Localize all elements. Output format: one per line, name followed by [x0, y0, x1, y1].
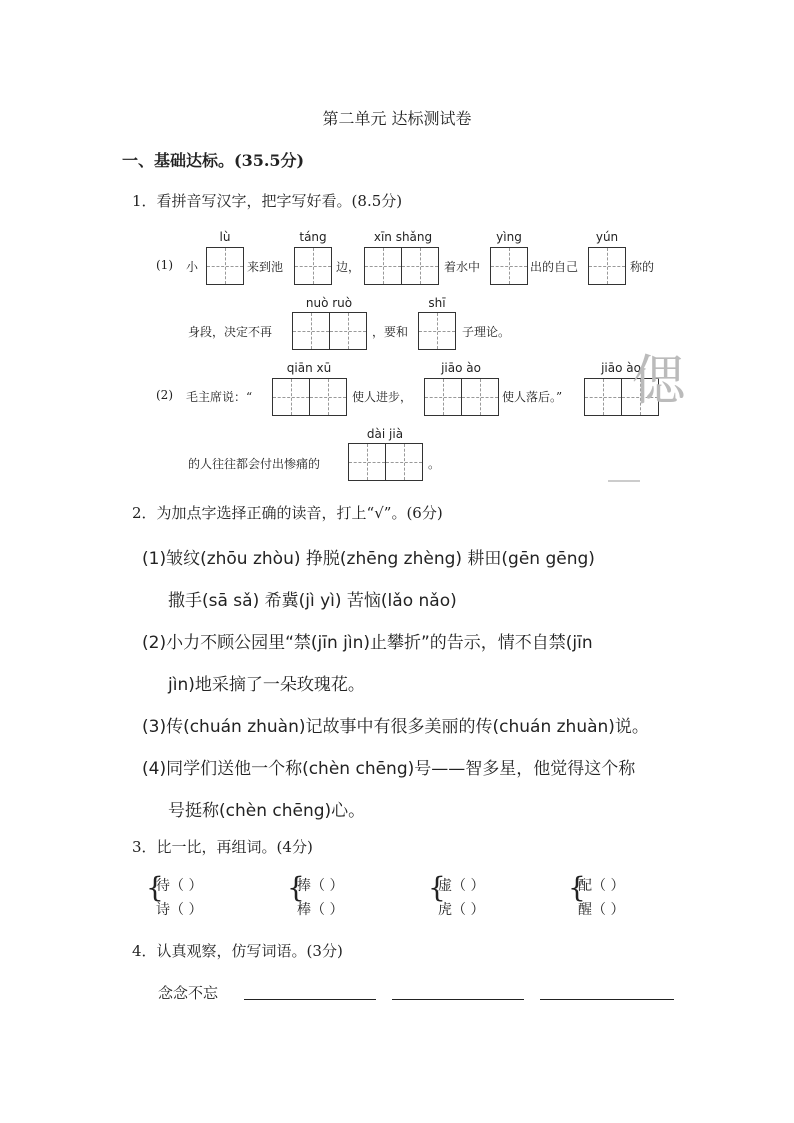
- writing-box[interactable]: [490, 247, 528, 285]
- pinyin-label: jiāo ào: [441, 361, 481, 375]
- answer-blank[interactable]: [244, 999, 376, 1000]
- q1-text: ，要和: [372, 325, 409, 339]
- brace: {: [146, 871, 164, 904]
- q1-text: 边，: [336, 260, 361, 274]
- decorative-line: [608, 480, 640, 482]
- brace: {: [287, 871, 305, 904]
- q1-text: 的人往往都会付出惨痛的: [188, 457, 321, 471]
- pinyin-label: táng: [299, 230, 327, 244]
- pinyin-label: xīn shǎng: [373, 230, 433, 244]
- pair-top[interactable]: 配（ ）: [578, 878, 625, 894]
- question-3-heading: 3．比一比，再组词。(4分): [132, 838, 313, 856]
- page-title: 第二单元 达标测试卷: [322, 109, 472, 128]
- q1-part1-label: (1): [156, 258, 173, 272]
- writing-box[interactable]: [588, 247, 626, 285]
- q1-text: 子理论。: [462, 325, 511, 339]
- q2-line: (3)传(chuán zhuàn)记故事中有很多美丽的传(chuán zhuàn)说。: [142, 717, 649, 737]
- q2-line: 号挺称(chèn chēng)心。: [168, 801, 366, 821]
- pair-bottom[interactable]: 棒（ ）: [297, 902, 344, 918]
- brace: {: [568, 871, 586, 904]
- watermark: 偲: [632, 349, 686, 412]
- word-pair: [578, 874, 624, 922]
- pair-bottom[interactable]: 诗（ ）: [156, 902, 203, 918]
- q1-text: 。: [428, 457, 441, 471]
- pinyin-label: lù: [219, 230, 231, 244]
- pair-bottom[interactable]: 虎（ ）: [438, 902, 485, 918]
- writing-box[interactable]: [294, 247, 332, 285]
- writing-box[interactable]: [364, 247, 439, 285]
- pinyin-label: jiāo ào: [601, 361, 641, 375]
- q1-text: 使人落后。”: [502, 390, 563, 404]
- pinyin-label: shī: [428, 296, 446, 310]
- q1-text: 使人进步，: [352, 390, 413, 404]
- q1-part2-label: (2): [156, 388, 173, 402]
- q2-line: (2)小力不顾公园里“禁(jīn jìn)止攀折”的告示，情不自禁(jīn: [142, 633, 593, 653]
- question-2-heading: 2．为加点字选择正确的读音，打上“√”。(6分): [132, 504, 443, 522]
- q2-line: 撒手(sā sǎ) 希冀(jì yì) 苦恼(lǎo nǎo): [168, 591, 457, 611]
- section-heading: 一、基础达标。(35.5分): [122, 151, 305, 170]
- pinyin-label: yìng: [496, 230, 522, 244]
- word-pair: [297, 874, 343, 922]
- word-pair: [156, 874, 202, 922]
- writing-box[interactable]: [272, 378, 347, 416]
- writing-box[interactable]: [424, 378, 499, 416]
- example-word: 念念不忘: [158, 984, 219, 1002]
- pair-top[interactable]: 待（ ）: [156, 878, 203, 894]
- answer-blank[interactable]: [392, 999, 524, 1000]
- q2-line: (1)皱纹(zhōu zhòu) 挣脱(zhēng zhèng) 耕田(gēn gēng): [142, 549, 595, 569]
- q1-text: 称的: [630, 260, 655, 274]
- writing-box[interactable]: [348, 443, 423, 481]
- q2-line: (4)同学们送他一个称(chèn chēng)号——智多星，他觉得这个称: [142, 759, 636, 779]
- q1-text: 来到池: [247, 260, 284, 274]
- writing-box[interactable]: [418, 312, 456, 350]
- q1-text: 出的自己: [530, 260, 579, 274]
- q1-text: 毛主席说：“: [186, 390, 253, 404]
- brace: {: [428, 871, 446, 904]
- q1-text: 小: [186, 260, 199, 274]
- q1-text: 身段，决定不再: [188, 325, 273, 339]
- question-4-heading: 4．认真观察，仿写词语。(3分): [132, 942, 343, 960]
- q2-line: jìn)地采摘了一朵玫瑰花。: [168, 675, 365, 695]
- pinyin-label: qiān xū: [286, 361, 332, 375]
- pair-top[interactable]: 捧（ ）: [297, 878, 344, 894]
- writing-box[interactable]: [292, 312, 367, 350]
- word-pair: [438, 874, 484, 922]
- q1-text: 着水中: [444, 260, 481, 274]
- answer-blank[interactable]: [540, 999, 674, 1000]
- pair-top[interactable]: 虚（ ）: [438, 878, 485, 894]
- pinyin-label: nuò ruò: [305, 296, 353, 310]
- pinyin-label: yún: [595, 230, 619, 244]
- pinyin-label: dài jià: [366, 427, 404, 441]
- question-1-heading: 1．看拼音写汉字，把字写好看。(8.5分): [132, 192, 403, 210]
- pair-bottom[interactable]: 醒（ ）: [578, 902, 625, 918]
- writing-box[interactable]: [206, 247, 244, 285]
